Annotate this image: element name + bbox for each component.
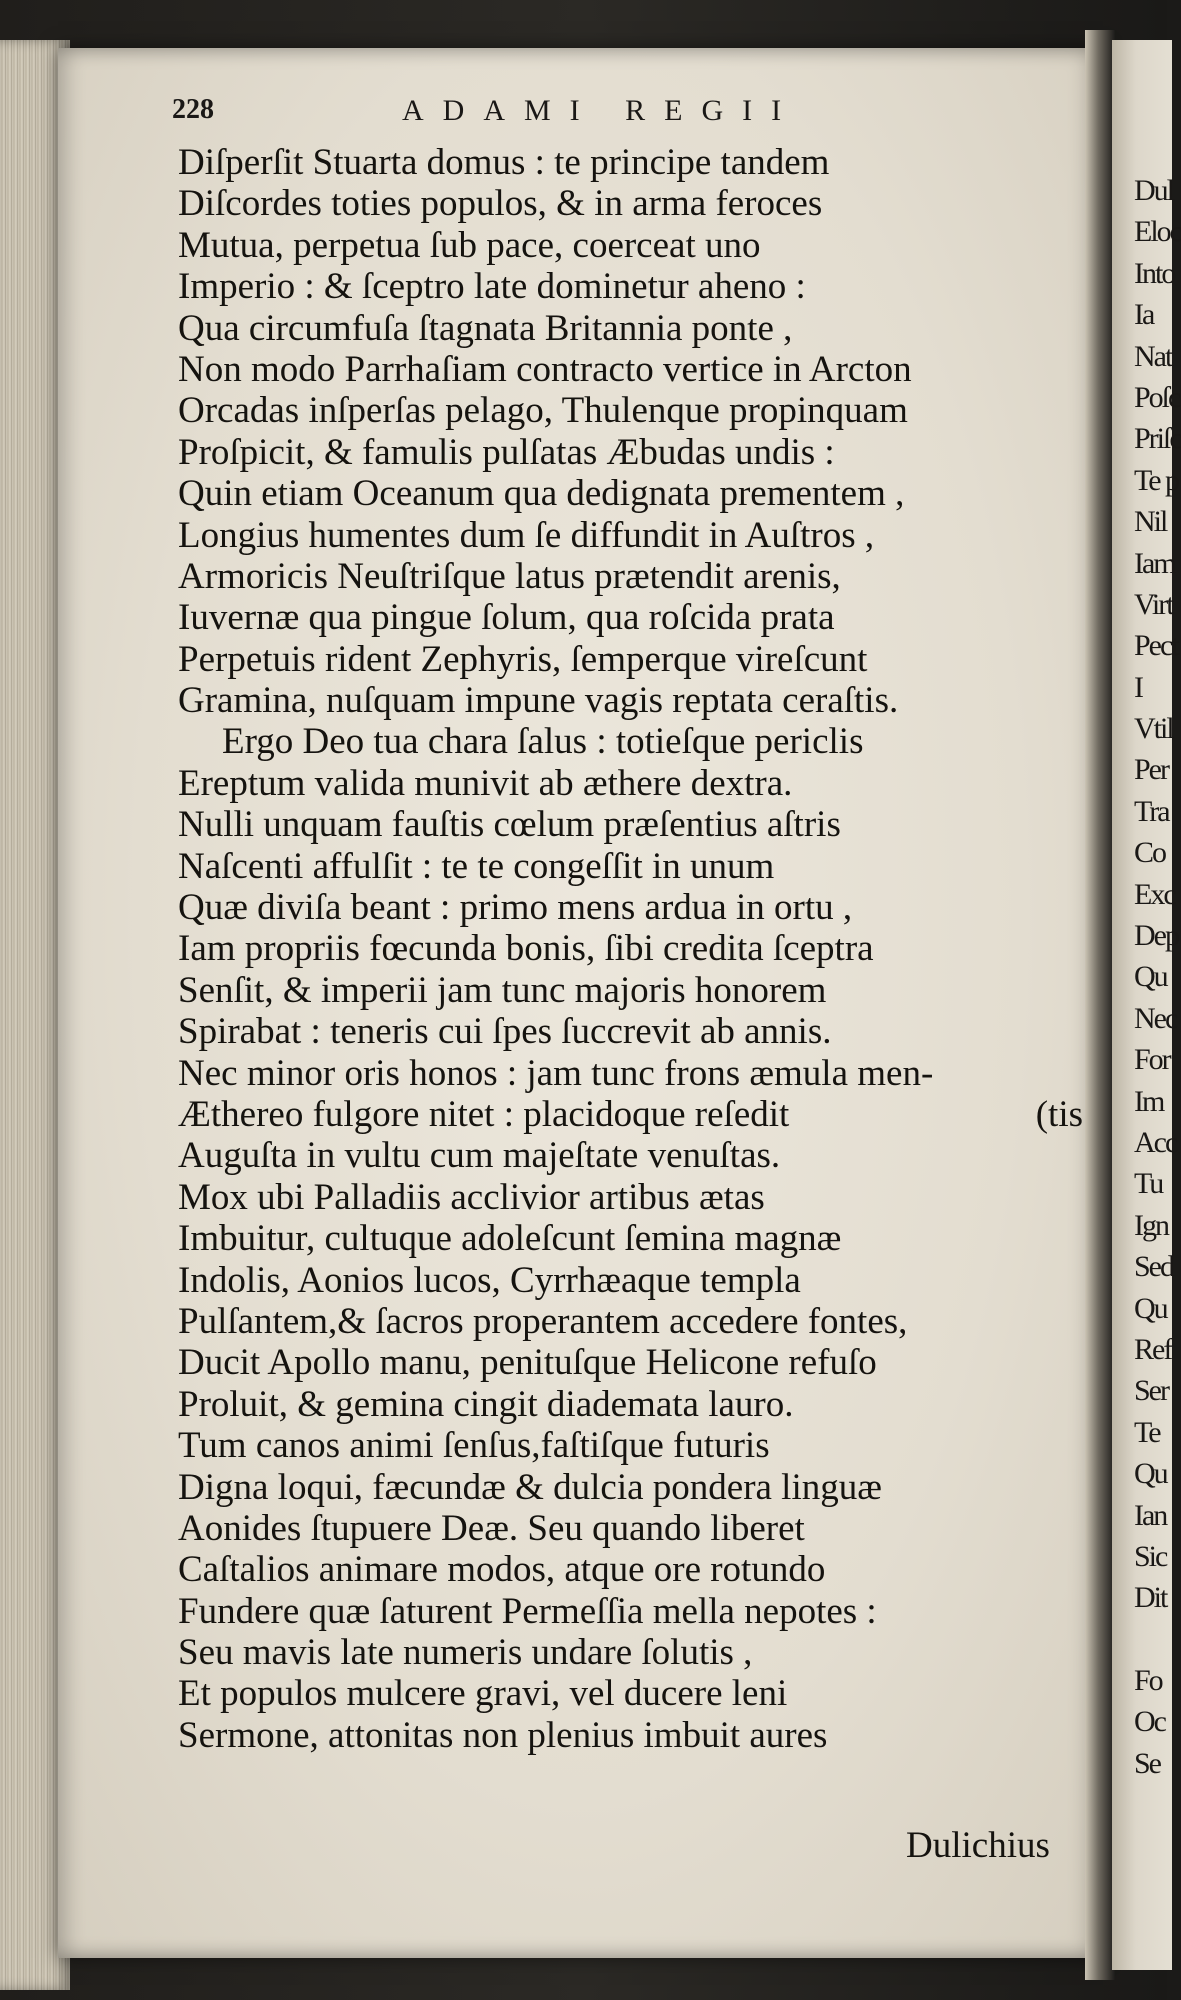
facing-page-fragments xyxy=(1112,170,1181,1784)
facing-line-fragment: Tra xyxy=(1134,794,1169,828)
verse-line-text: Æthereo fulgore nitet : placidoque reſedit xyxy=(178,1093,790,1135)
facing-line-fragment: Poſc xyxy=(1134,380,1180,414)
facing-line-fragment xyxy=(1112,1619,1181,1660)
facing-line-fragment: Dep xyxy=(1134,919,1178,953)
verse-line: Orcadas inſperſas pelago, Thulenque propinquam xyxy=(178,390,908,432)
facing-line-fragment: Sed xyxy=(1134,1250,1173,1284)
facing-line-fragment: Nat xyxy=(1134,339,1172,373)
verse-text xyxy=(178,142,1083,1756)
facing-line-fragment: Qu xyxy=(1134,960,1167,994)
facing-line-fragment: Ign xyxy=(1134,1208,1168,1242)
page-number: 228 xyxy=(172,94,214,125)
verse-line: Gramina, nuſquam impune vagis reptata ceraſtis. xyxy=(178,680,899,722)
facing-line-fragment: Eloc xyxy=(1134,215,1181,249)
verse-line: Mox ubi Palladiis acclivior artibus ætas xyxy=(178,1176,765,1218)
verse-line: Ducit Apollo manu, penituſque Helicone refuſo xyxy=(178,1342,877,1384)
verse-line: Seu mavis late numeris undare ſolutis , xyxy=(178,1632,753,1674)
verse-line: Caſtalios animare modos, atque ore rotundo xyxy=(178,1549,826,1591)
verse-line-with-turnover xyxy=(178,1094,1083,1135)
turnover-text: (tis xyxy=(1035,1093,1083,1135)
facing-line-fragment: Per xyxy=(1134,753,1168,787)
verse-line: Qua circumfuſa ſtagnata Britannia ponte , xyxy=(178,307,793,349)
facing-line-fragment: Pect xyxy=(1134,629,1178,663)
verse-line: Quin etiam Oceanum qua dedignata prementem , xyxy=(178,473,905,515)
verse-line: Diſperſit Stuarta domus : te principe tandem xyxy=(178,142,830,183)
running-title: ADAMI REGII xyxy=(402,94,801,127)
facing-line-fragment: Dit xyxy=(1134,1581,1167,1615)
verse-line-paragraph-start: Ergo Deo tua chara ſalus : totieſque periclis xyxy=(222,721,864,763)
verse-line: Digna loqui, fæcundæ & dulcia pondera linguæ xyxy=(178,1466,882,1508)
verse-line: Longius humentes dum ſe diffundit in Auſtros , xyxy=(178,514,875,556)
verse-line: Mutua, perpetua ſub pace, coerceat uno xyxy=(178,224,761,266)
verse-line: Fundere quæ ſaturent Permeſſia mella nepotes : xyxy=(178,1590,877,1632)
verse-line: Imperio : & ſceptro late dominetur aheno : xyxy=(178,266,806,308)
verse-line: Et populos mulcere gravi, vel ducere leni xyxy=(178,1673,788,1715)
book-gutter xyxy=(1085,30,1115,1980)
verse-line: Senſit, & imperii jam tunc majoris honorem xyxy=(178,969,827,1011)
facing-line-fragment: Vtil xyxy=(1134,712,1173,746)
verse-line: Non modo Parrhaſiam contracto vertice in Arcton xyxy=(178,348,912,390)
facing-line-fragment: Te xyxy=(1134,1415,1160,1449)
catchword: Dulichius xyxy=(906,1825,1050,1866)
facing-line-fragment: Ian xyxy=(1134,1498,1167,1532)
facing-line-fragment: Ia xyxy=(1134,298,1154,332)
facing-line-fragment: Acc xyxy=(1134,1125,1177,1159)
facing-line-fragment: Qu xyxy=(1134,1291,1167,1325)
verse-line: Pulſantem,& ſacros properantem accedere fontes, xyxy=(178,1300,908,1342)
page-header xyxy=(172,94,872,134)
verse-line: Armoricis Neuſtriſque latus prætendit arenis, xyxy=(178,555,841,597)
facing-line-fragment: Iam xyxy=(1134,546,1175,580)
facing-line-fragment: Co xyxy=(1134,836,1166,870)
verse-line: Diſcordes toties populos, & in arma feroces xyxy=(178,183,823,225)
facing-line-fragment: Se xyxy=(1134,1746,1160,1780)
facing-line-fragment: Priſc xyxy=(1134,422,1181,456)
verse-line: Quæ diviſa beant : primo mens ardua in ortu , xyxy=(178,887,853,929)
facing-line-fragment: Ser xyxy=(1134,1374,1168,1408)
facing-page xyxy=(1112,40,1181,1970)
facing-line-fragment: Exc xyxy=(1134,877,1175,911)
verse-line: Perpetuis rident Zephyris, ſemperque vireſcunt xyxy=(178,638,868,680)
verse-line: Ereptum valida munivit ab æthere dextra. xyxy=(178,762,793,804)
facing-line-fragment: Tu xyxy=(1134,1167,1163,1201)
verse-line: Nulli unquam fauſtis cœlum præſentius aſtris xyxy=(178,804,841,846)
verse-line: Nec minor oris honos : jam tunc frons æmula men- xyxy=(178,1052,934,1094)
verse-line: Naſcenti affulſit : te te congeſſit in unum xyxy=(178,845,775,887)
facing-line-fragment: Virt xyxy=(1134,587,1173,621)
facing-line-fragment: Dul xyxy=(1134,174,1173,207)
facing-line-fragment: I xyxy=(1134,670,1142,704)
verse-line: Indolis, Aonios lucos, Cyrrhæaque templa xyxy=(178,1259,801,1301)
facing-line-fragment: Sic xyxy=(1134,1539,1167,1573)
facing-line-fragment: Qu xyxy=(1134,1457,1167,1491)
verse-line: Iam propriis fœcunda bonis, ſibi credita ſceptra xyxy=(178,928,874,970)
verse-line: Iuvernæ qua pingue ſolum, qua roſcida prata xyxy=(178,597,835,639)
verse-line: Proſpicit, & famulis pulſatas Æbudas undis : xyxy=(178,431,835,473)
verse-line: Auguſta in vultu cum majeſtate venuſtas. xyxy=(178,1135,781,1177)
facing-line-fragment: Te p xyxy=(1134,463,1179,497)
verse-line: Proluit, & gemina cingit diademata lauro. xyxy=(178,1383,794,1425)
facing-line-fragment: Im xyxy=(1134,1084,1164,1118)
verse-line: Spirabat : teneris cui ſpes ſuccrevit ab annis. xyxy=(178,1011,832,1053)
verse-line: Aonides ſtupuere Deæ. Seu quando liberet xyxy=(178,1507,805,1549)
facing-line-fragment: Into xyxy=(1134,256,1175,290)
verse-line: Sermone, attonitas non plenius imbuit aures xyxy=(178,1714,828,1756)
facing-line-fragment: For xyxy=(1134,1043,1170,1077)
facing-line-fragment: Nil xyxy=(1134,505,1167,539)
facing-line-fragment: Nec xyxy=(1134,1001,1177,1035)
facing-line-fragment: Fo xyxy=(1134,1664,1162,1698)
verse-line: Imbuitur, cultuque adoleſcunt ſemina magnæ xyxy=(178,1218,842,1260)
facing-line-fragment: Oc xyxy=(1134,1705,1165,1739)
facing-line-fragment: Ref xyxy=(1134,1332,1172,1366)
verse-line: Tum canos animi ſenſus,faſtiſque futuris xyxy=(178,1425,770,1467)
